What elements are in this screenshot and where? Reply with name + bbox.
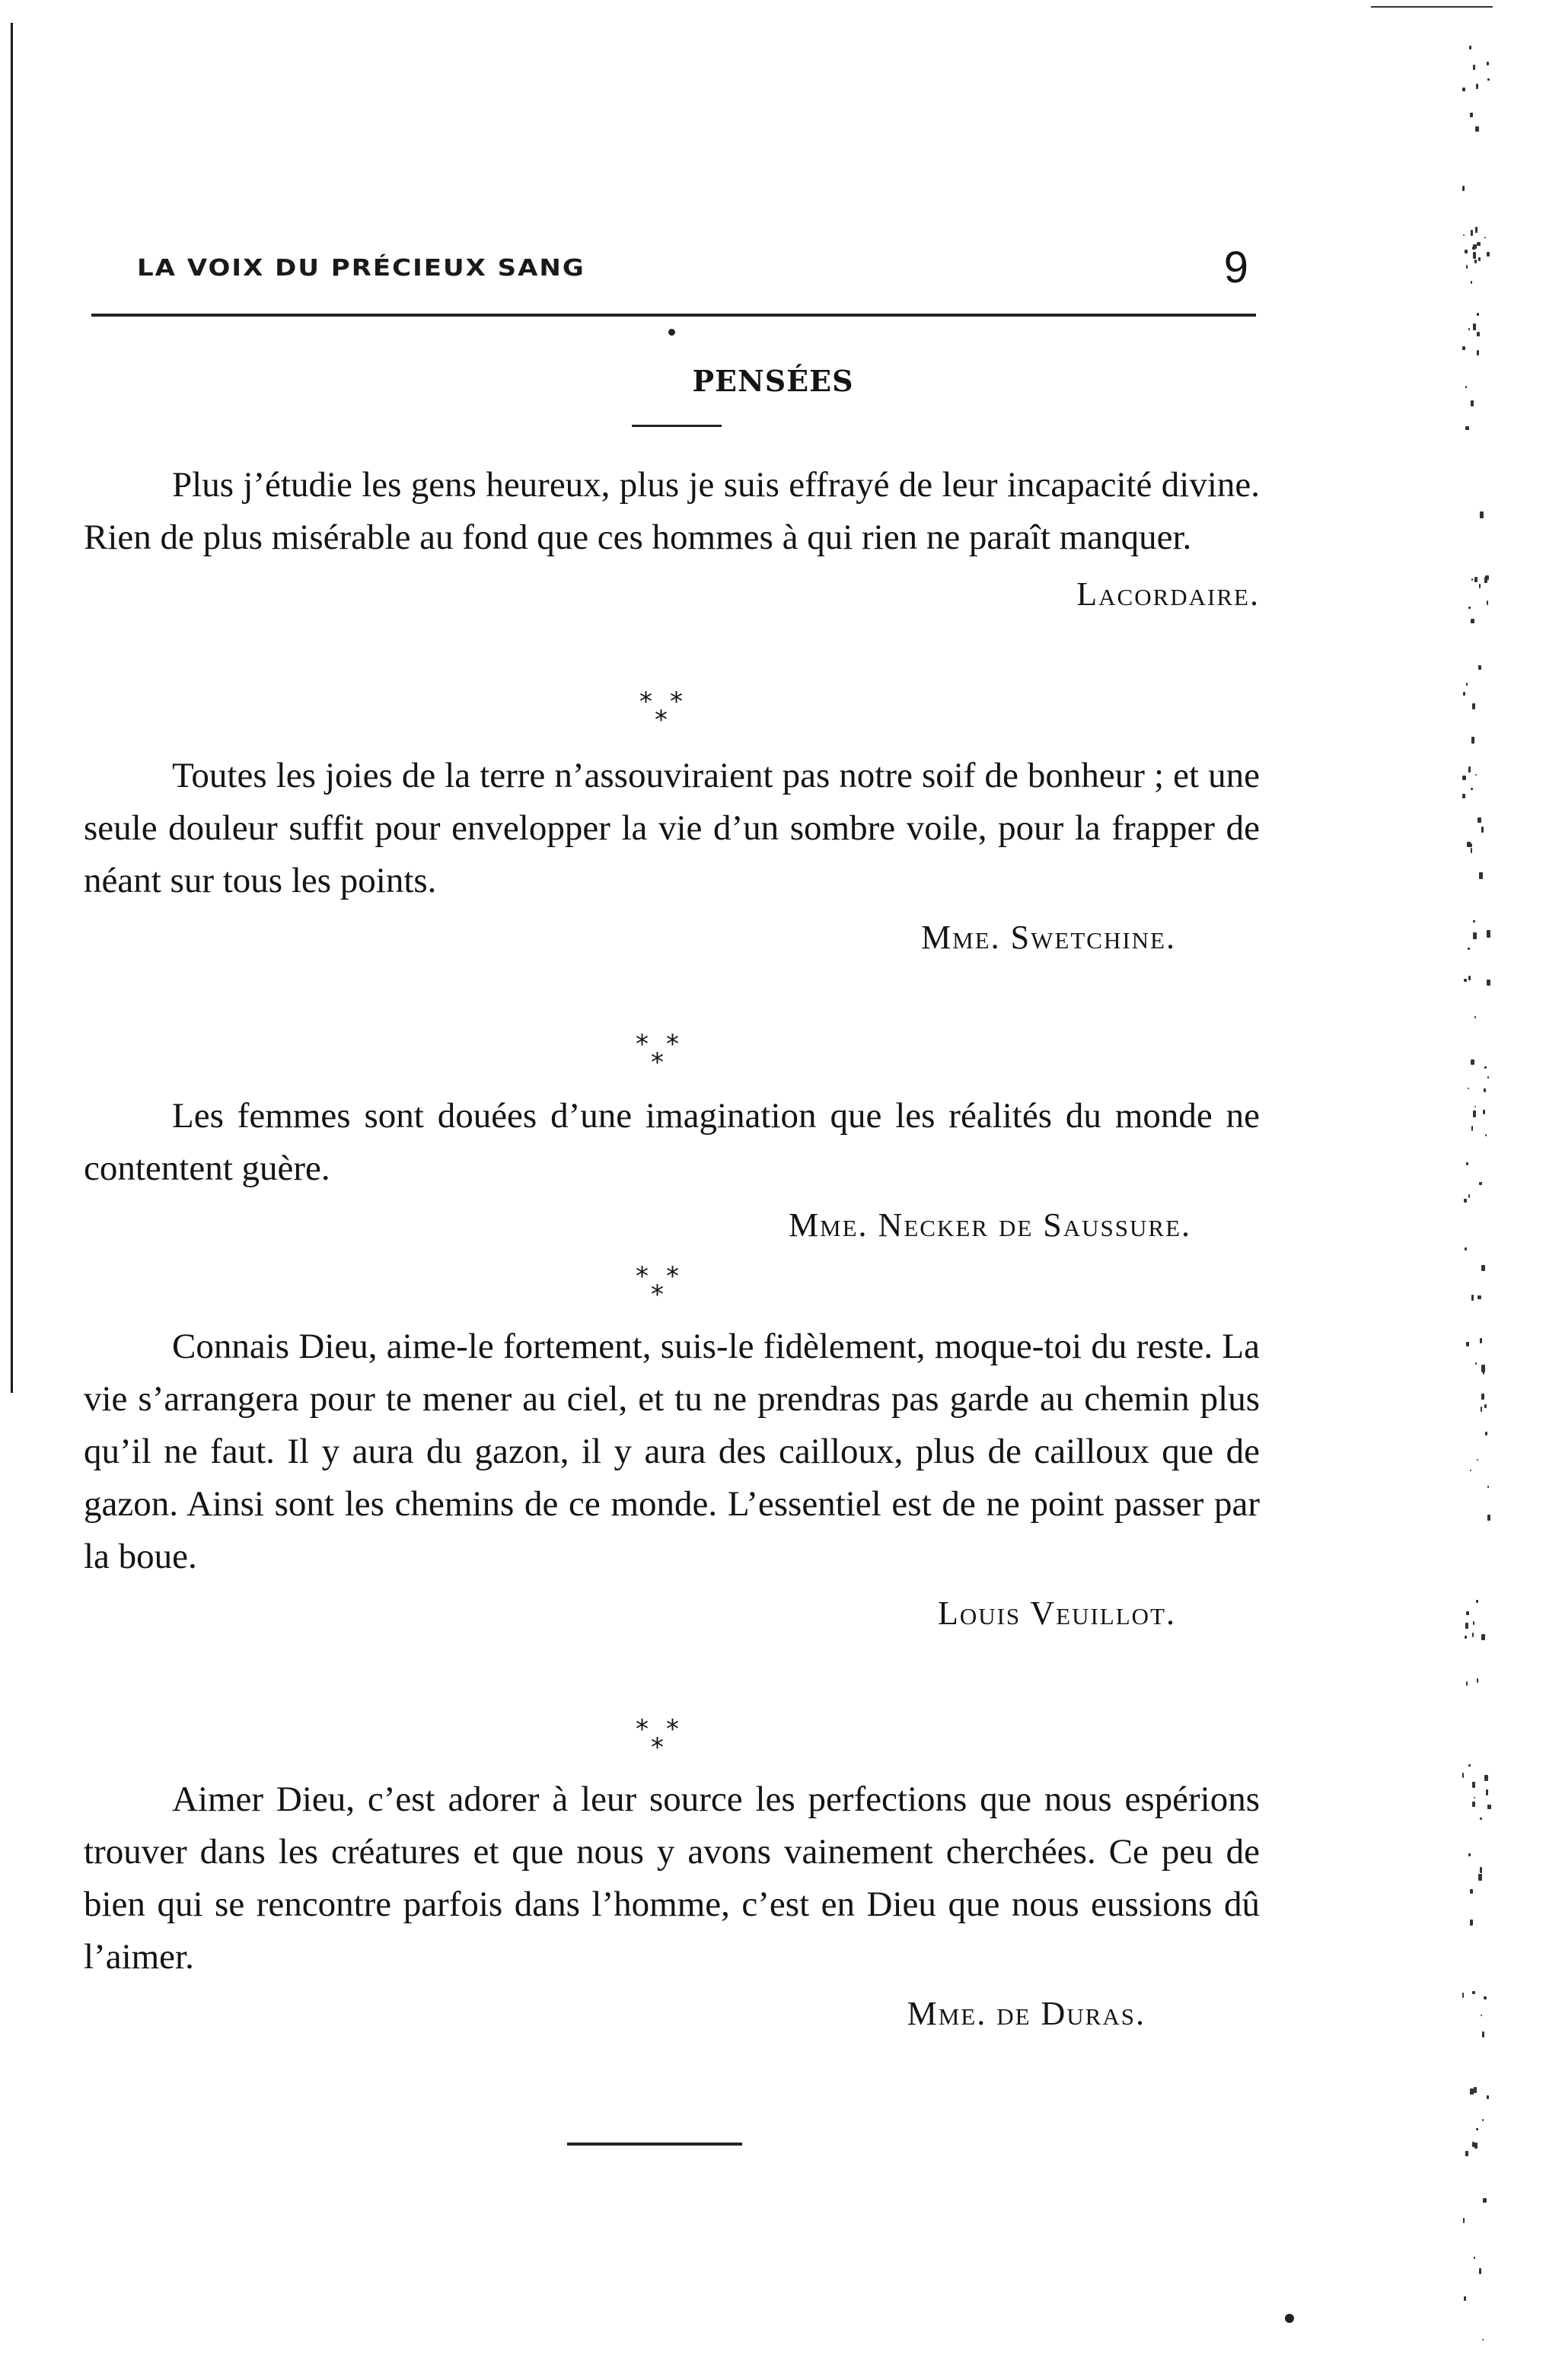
scan-speck: [1468, 766, 1471, 773]
scan-speck: [1462, 776, 1466, 780]
scan-speck: [1472, 247, 1475, 250]
scan-speck: [1472, 1633, 1474, 1637]
quote-text: Toutes les joies de la terre n’assouviraient pas notre soif de bonheur ; et une seule douleur suffit pour envelopper la vie d’un sombre voile, pour la frapper de néant sur tous les points.: [84, 756, 1260, 900]
header-rule: [91, 314, 1256, 317]
scan-speck: [1478, 1874, 1482, 1881]
end-rule: [567, 2143, 742, 2146]
scan-speck: [1465, 1247, 1467, 1251]
running-title: LA VOIX DU PRÉCIEUX SANG: [137, 254, 585, 282]
quote-author: Mme. de Duras.: [907, 1995, 1146, 2032]
scan-speck: [1462, 1773, 1464, 1778]
page-number: 9: [1223, 243, 1248, 292]
scan-speck: [1462, 1993, 1464, 1998]
scan-speck: [1468, 948, 1470, 950]
separator-asterism: * * *: [636, 1261, 679, 1310]
scan-speck: [1474, 1797, 1475, 1799]
scan-edge-line: [1371, 6, 1493, 8]
scan-speck: [1475, 774, 1477, 776]
quote-block-3: [84, 1090, 1260, 1244]
scan-speck: [1479, 584, 1481, 588]
scan-speck: [1472, 703, 1475, 709]
scan-speck: [1472, 1991, 1475, 1994]
scan-speck: [1469, 46, 1471, 49]
scan-speck: [1470, 1889, 1473, 1894]
scan-speck: [1477, 242, 1481, 246]
separator-asterism: * * *: [636, 1714, 679, 1763]
scan-speck: [1462, 88, 1465, 91]
scan-speck: [1475, 126, 1479, 132]
scan-speck: [1481, 1265, 1485, 1271]
scan-speck: [1463, 2218, 1465, 2223]
scan-speck: [1481, 827, 1484, 833]
quote-author: Lacordaire.: [1076, 575, 1260, 613]
scan-speck: [1481, 1634, 1485, 1640]
scan-speck: [1474, 2143, 1477, 2149]
scan-speck: [1482, 2031, 1484, 2037]
scan-speck: [1471, 848, 1472, 853]
section-title: PENSÉES: [692, 364, 854, 398]
quote-author: Louis Veuillot.: [937, 1595, 1176, 1632]
scan-speck: [1471, 230, 1473, 236]
scan-speck: [1472, 1782, 1475, 1788]
scan-speck: [1481, 1407, 1482, 1412]
quote-text: Les femmes sont douées d’une imagination que les réalités du monde ne contentent guère.: [84, 1096, 1260, 1188]
scan-speck: [1466, 1681, 1468, 1686]
scan-speck: [1477, 1295, 1481, 1299]
scan-speck: [1477, 350, 1479, 355]
scan-speck: [1468, 976, 1471, 980]
scan-speck: [1487, 78, 1490, 81]
quote-block-1: [84, 459, 1260, 613]
scan-speck: [1477, 817, 1481, 823]
quote-text: Plus j’étudie les gens heureux, plus je suis effrayé de leur incapacité divine. Rien de plus misérable au fond que ces hommes à qui rien ne paraît manquer.: [84, 465, 1260, 557]
quote-block-5: [84, 1773, 1260, 2033]
scan-speck: [1471, 400, 1474, 406]
scan-speck: [1487, 1805, 1491, 1809]
scan-speck: [1462, 794, 1465, 798]
scan-speck: [1485, 1134, 1487, 1136]
scan-speck: [1473, 323, 1476, 330]
scan-speck: [1486, 1789, 1488, 1795]
scan-speck: [1466, 1162, 1468, 1165]
quote-block-4: [84, 1321, 1260, 1633]
scan-speck: [1475, 227, 1477, 231]
scan-speck: [1476, 84, 1478, 89]
scan-speck: [1463, 692, 1465, 696]
scan-speck: [1468, 1088, 1469, 1089]
scan-speck: [1471, 1126, 1473, 1131]
scan-speck: [1465, 2151, 1468, 2156]
scan-speck: [1479, 872, 1483, 879]
scan-speck: [1480, 1867, 1482, 1873]
scan-speck: [1471, 737, 1474, 744]
scan-speck: [1471, 1059, 1474, 1065]
scan-speck: [1474, 1016, 1476, 1018]
separator-asterism: * * *: [636, 1029, 679, 1078]
scan-speck: [1483, 1371, 1484, 1375]
scan-speck: [1472, 1802, 1475, 1807]
scan-speck: [1468, 607, 1471, 609]
scan-speck: [1487, 252, 1490, 256]
scan-speck: [1464, 979, 1467, 982]
scan-speck: [1474, 2257, 1475, 2259]
scan-speck: [1468, 1764, 1471, 1767]
scan-speck: [1482, 2119, 1484, 2121]
scan-speck: [1464, 1199, 1467, 1203]
scan-speck: [1473, 920, 1475, 922]
scan-speck: [1466, 265, 1468, 269]
scan-speck: [1473, 1110, 1476, 1117]
scan-speck: [1472, 2142, 1474, 2147]
scan-speck: [1487, 1515, 1490, 1521]
scan-speck: [1465, 1623, 1468, 1629]
scan-speck: [1482, 2339, 1484, 2340]
scan-speck: [1474, 2087, 1477, 2093]
scan-speck: [1485, 575, 1489, 580]
scan-speck: [1484, 237, 1486, 238]
scan-speck: [1477, 332, 1480, 336]
scan-speck: [1470, 113, 1473, 117]
scan-speck: [1470, 1470, 1471, 1471]
scan-speck: [1475, 1362, 1477, 1365]
quote-text: Aimer Dieu, c’est adorer à leur source les perfections que nous espérions trouver dans les créatures et que nous y avons vainement cherchées. Ce peu de bien qui se rencontre parfois dans l’homme, c’est en Dieu que nous eussions dû l’aimer.: [84, 1779, 1260, 1977]
scan-speck: [1471, 1295, 1474, 1301]
scan-speck: [1470, 2088, 1474, 2095]
scan-speck: [1480, 511, 1484, 518]
scan-speck: [1473, 252, 1476, 259]
quote-author: Mme. Necker de Saussure.: [788, 1206, 1191, 1244]
scan-speck: [1484, 1066, 1487, 1069]
title-underline: [632, 425, 722, 427]
scan-speck: [1474, 260, 1477, 263]
scan-speck: [1484, 1088, 1486, 1092]
scan-speck: [1468, 1853, 1471, 1856]
scan-speck: [1465, 426, 1469, 430]
scan-speck: [1471, 578, 1473, 581]
scan-speck: [1477, 1678, 1478, 1683]
scan-margin-line: [11, 23, 13, 1393]
scan-speck: [1479, 1182, 1482, 1185]
scan-speck: [1477, 1459, 1478, 1461]
scan-speck: [1487, 1486, 1489, 1488]
scan-speck: [1474, 1106, 1476, 1107]
scan-speck: [1473, 932, 1477, 939]
scan-speck: [1476, 1600, 1478, 1603]
running-head: [137, 242, 1248, 295]
scan-speck: [1481, 2015, 1482, 2016]
scan-speck: [1470, 1920, 1473, 1926]
scan-speck: [1469, 843, 1472, 847]
scan-speck: [1480, 1818, 1482, 1820]
scan-speck: [1479, 2268, 1481, 2274]
scan-speck: [1487, 601, 1488, 605]
quote-text: Connais Dieu, aime-le fortement, suis-le fidèlement, moque-toi du reste. La vie s’arrangera pour te mener au ciel, et tu ne prendras pas garde au chemin plus qu’il ne faut. Il y aura du gazon, il y aura des cailloux, plus de cailloux que de gazon. Ainsi sont les chemins de ce monde. L’essentiel est de ne point passer par la boue.: [84, 1327, 1260, 1576]
scan-speck: [1468, 328, 1470, 330]
scan-right-edge: [1462, 0, 1493, 2380]
scan-speck: [1487, 2095, 1489, 2099]
scan-speck: [1487, 930, 1490, 938]
scan-speck: [1473, 65, 1475, 70]
scan-speck: [1466, 683, 1468, 686]
scan-speck: [1485, 1432, 1487, 1435]
scan-speck: [1462, 346, 1465, 350]
scan-speck: [1473, 1621, 1474, 1625]
scan-speck: [1484, 1404, 1487, 1408]
scan-speck: [1464, 2296, 1466, 2301]
scan-speck: [1478, 257, 1481, 261]
scan-speck: [1466, 1611, 1469, 1615]
scan-speck: [1483, 2198, 1487, 2203]
scan-speck: [1474, 577, 1477, 582]
scan-speck: [1483, 1110, 1485, 1114]
scan-speck: [1487, 62, 1489, 65]
stray-dot: [1285, 2314, 1294, 2323]
scan-speck: [1471, 619, 1474, 623]
scan-speck: [1465, 1636, 1467, 1639]
scan-speck: [1471, 788, 1473, 790]
scan-speck: [1463, 234, 1465, 236]
quote-author: Mme. Swetchine.: [921, 919, 1176, 956]
scan-speck: [1481, 1394, 1484, 1400]
scan-speck: [1462, 186, 1465, 191]
scan-speck: [1465, 250, 1468, 253]
scan-speck: [1478, 665, 1481, 670]
scan-speck: [1466, 1342, 1469, 1346]
separator-asterism: * * *: [639, 687, 683, 735]
scan-speck: [1484, 1996, 1487, 1999]
scan-speck: [1487, 980, 1490, 986]
stray-dot: [668, 329, 675, 336]
scan-speck: [1487, 1076, 1489, 1078]
scan-speck: [1468, 1194, 1470, 1198]
scan-speck: [1477, 313, 1479, 316]
scan-speck: [1471, 281, 1472, 284]
scan-speck: [1480, 1338, 1482, 1343]
scan-speck: [1476, 2128, 1478, 2130]
quote-block-2: [84, 750, 1260, 957]
scan-speck: [1484, 1775, 1488, 1781]
